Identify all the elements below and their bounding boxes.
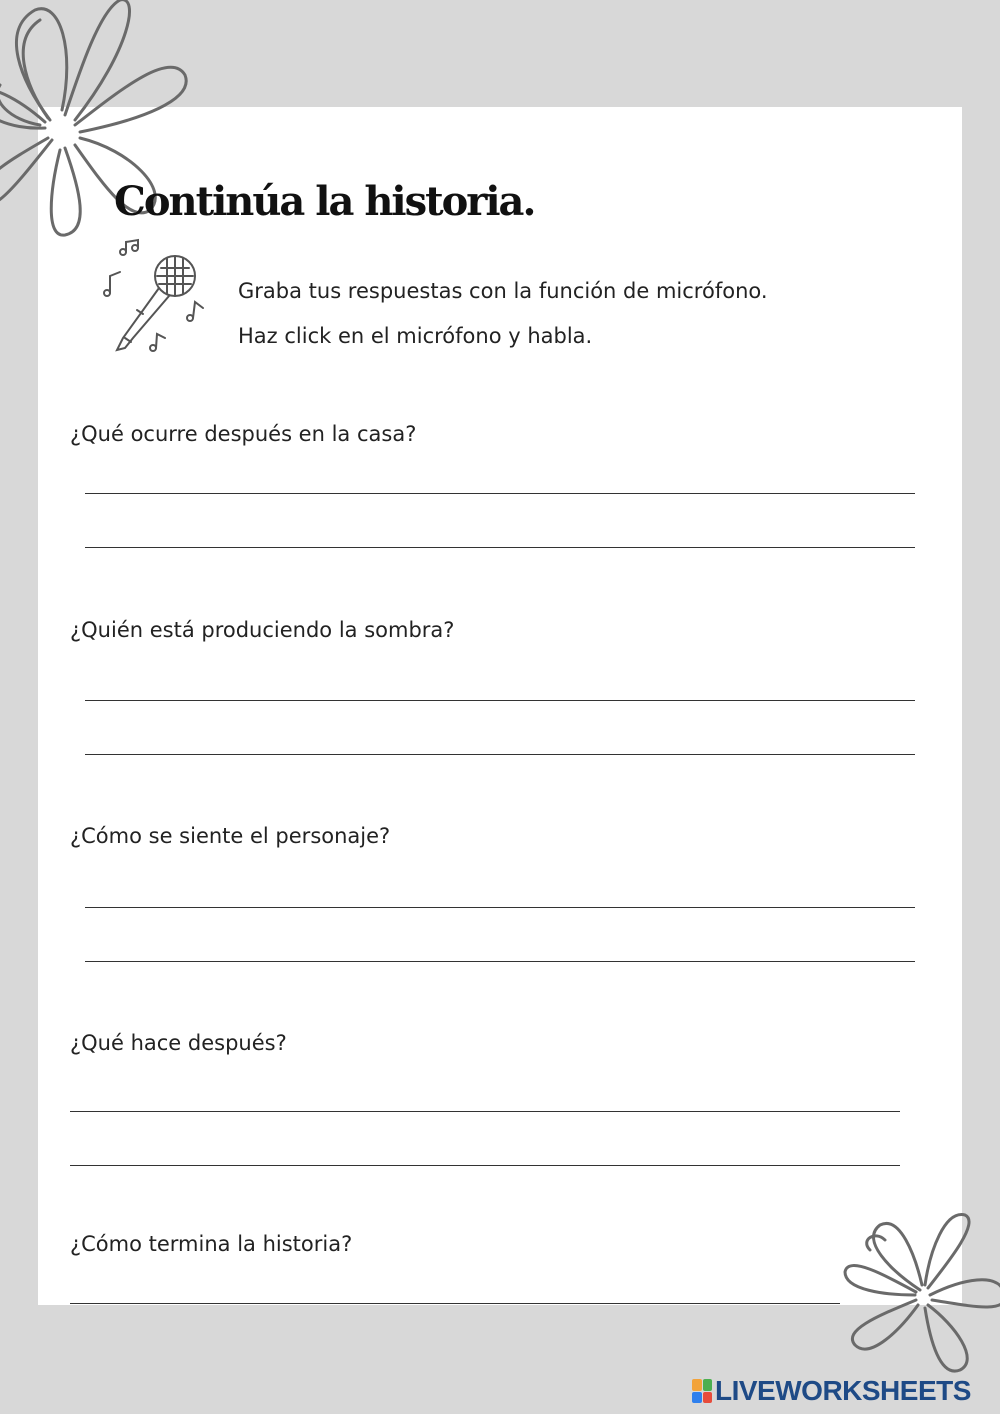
answer-4-line-2[interactable] bbox=[70, 1165, 900, 1166]
instruction-record: Graba tus respuestas con la función de micrófono. bbox=[238, 279, 768, 303]
logo-square-1 bbox=[692, 1379, 702, 1391]
question-2: ¿Quién está produciendo la sombra? bbox=[70, 618, 455, 642]
answer-1-line-1[interactable] bbox=[85, 493, 915, 494]
question-4: ¿Qué hace después? bbox=[70, 1031, 287, 1055]
question-3: ¿Cómo se siente el personaje? bbox=[70, 824, 391, 848]
liveworksheets-logo-icon bbox=[692, 1379, 712, 1403]
logo-square-3 bbox=[692, 1392, 702, 1404]
brand-name: LIVEWORKSHEETS bbox=[715, 1375, 971, 1406]
instruction-click-mic: Haz click en el micrófono y habla. bbox=[238, 324, 593, 348]
answer-3-line-1[interactable] bbox=[85, 907, 915, 908]
answer-2-line-2[interactable] bbox=[85, 754, 915, 755]
question-5: ¿Cómo termina la historia? bbox=[70, 1232, 353, 1256]
page-title: Continúa la historia. bbox=[114, 178, 535, 225]
answer-3-line-2[interactable] bbox=[85, 961, 915, 962]
logo-square-2 bbox=[703, 1379, 713, 1391]
answer-4-line-1[interactable] bbox=[70, 1111, 900, 1112]
logo-square-4 bbox=[703, 1392, 713, 1404]
microphone-icon[interactable] bbox=[95, 238, 215, 363]
footer-brand bbox=[692, 1375, 971, 1407]
answer-2-line-1[interactable] bbox=[85, 700, 915, 701]
question-1: ¿Qué ocurre después en la casa? bbox=[70, 422, 417, 446]
answer-5-line-1[interactable] bbox=[70, 1303, 840, 1304]
answer-1-line-2[interactable] bbox=[85, 547, 915, 548]
